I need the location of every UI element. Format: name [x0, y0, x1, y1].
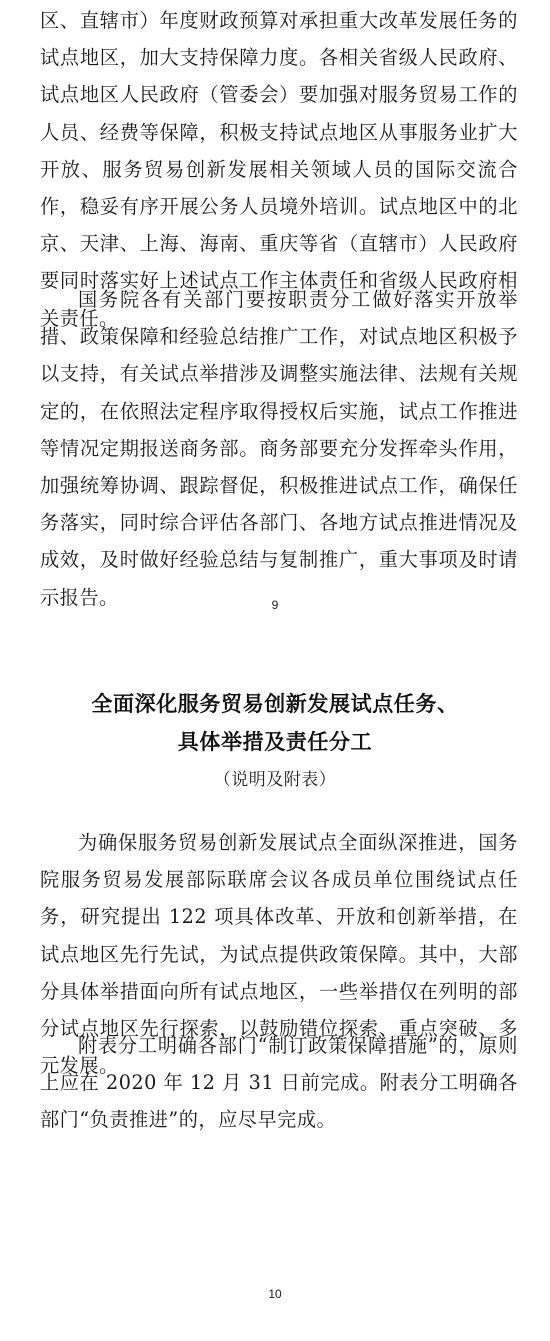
page-number: 9	[271, 598, 279, 612]
document-page-9	[0, 0, 550, 640]
body-paragraph-1: 区、直辖市）年度财政预算对承担重大改革发展任务的试点地区，加大支持保障力度。各相关省级人民政府、试点地区人民政府（管委会）要加强对服务贸易工作的人员、经费等保障，积极支持试点地区从事服务业扩大开放、服务贸易创新发展相关领域人员的国际交流合作，稳妥有序开展公务人员境外培训。试点地区中的北京、天津、上海、海南、重庆等省（直辖市）人民政府要同时落实好上述试点工作主体责任和省级人民政府相关责任。	[40, 9, 518, 330]
section-title-line-1: 全面深化服务贸易创新发展试点任务、	[91, 691, 459, 716]
body-paragraph-2: 国务院各有关部门要按职责分工做好落实开放举措、政策保障和经验总结推广工作，对试点地区积极予以支持，有关试点举措涉及调整实施法律、法规有关规定的，在依照法定程序取得授权后实施，试点工作推进等情况定期报送商务部。商务部要充分发挥牵头作用，加强统筹协调、跟踪督促，积极推进试点工作，确保任务落实，同时综合评估各部门、各地方试点推进情况及成效，及时做好经验总结与复制推广，重大事项及时请示报告。	[40, 288, 518, 609]
section-subtitle: （说明及附表）	[213, 770, 337, 790]
body-paragraph-4: 附表分工明确各部门“制订政策保障措施”的，原则上应在 2020 年 12 月 31 日前完成。附表分工明确各部门“负责推进”的，应尽早完成。	[40, 1034, 518, 1132]
page-number: 10	[268, 1287, 282, 1301]
body-paragraph-3: 为确保服务贸易创新发展试点全面纵深推进，国务院服务贸易发展部际联席会议各成员单位围绕试点任务，研究提出 122 项具体改革、开放和创新举措，在试点地区先行先试，为试点提供政策保障。其中，大部分具体举措面向所有试点地区，一些举措仅在列明的部分试点地区先行探索，以鼓励错位探索、重点突破、多元发展。	[40, 831, 518, 1078]
document-page-10	[0, 640, 550, 1341]
section-title-line-2: 具体举措及责任分工	[177, 729, 373, 754]
